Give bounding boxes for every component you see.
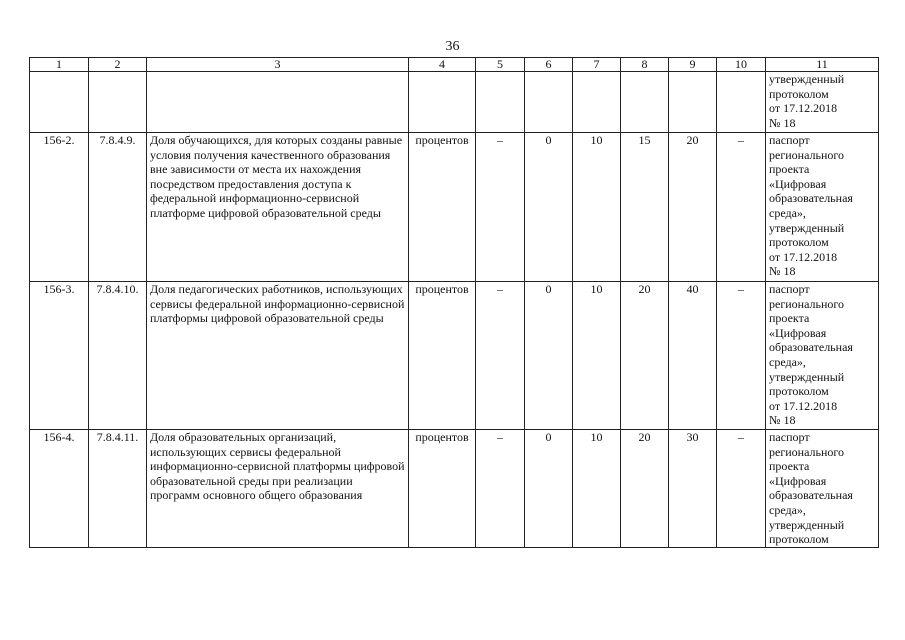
- column-header: 11: [766, 58, 879, 72]
- value-cell: 20: [621, 282, 669, 430]
- value-cell: –: [476, 282, 525, 430]
- column-header: 10: [717, 58, 766, 72]
- value-cell: 40: [669, 282, 717, 430]
- row-number-cell: 156-3.: [30, 282, 89, 430]
- value-cell: 0: [525, 430, 573, 548]
- unit-cell: процентов: [409, 282, 476, 430]
- column-header: 3: [147, 58, 409, 72]
- table-cell: [621, 72, 669, 133]
- basis-cell: утвержденный протоколом от 17.12.2018 № 18: [766, 72, 879, 133]
- row-number-cell: 156-4.: [30, 430, 89, 548]
- table-cell: [409, 72, 476, 133]
- row-number-cell: 156-2.: [30, 133, 89, 282]
- value-cell: 20: [669, 133, 717, 282]
- value-cell: 30: [669, 430, 717, 548]
- table-cell: [573, 72, 621, 133]
- value-cell: 20: [621, 430, 669, 548]
- column-header: 1: [30, 58, 89, 72]
- table-row: [30, 133, 879, 282]
- basis-cell: паспорт регионального проекта «Цифровая образовательная среда», утвержденный протоколом от 17.12.2018 № 18: [766, 133, 879, 282]
- indicator-code-cell: 7.8.4.10.: [89, 282, 147, 430]
- indicator-code-cell: 7.8.4.9.: [89, 133, 147, 282]
- column-header: 6: [525, 58, 573, 72]
- value-cell: 0: [525, 282, 573, 430]
- indicators-table: [29, 57, 879, 548]
- indicator-code-cell: 7.8.4.11.: [89, 430, 147, 548]
- column-number-row: [30, 58, 879, 72]
- value-cell: –: [476, 133, 525, 282]
- indicator-name-cell: Доля образовательных организаций, использующих сервисы федеральной информационно-сервисной платформы цифровой образовательной среды при реализации программ основного общего образования: [147, 430, 409, 548]
- value-cell: 0: [525, 133, 573, 282]
- page-number: 36: [445, 39, 460, 54]
- indicator-name-cell: Доля обучающихся, для которых созданы равные условия получения качественного образования вне зависимости от места их нахождения посредством предоставления доступа к федеральной информационно-сервисной платформе цифровой образовательной среды: [147, 133, 409, 282]
- value-cell: 15: [621, 133, 669, 282]
- indicator-name-cell: Доля педагогических работников, использующих сервисы федеральной информационно-сервисной платформы цифровой образовательной среды: [147, 282, 409, 430]
- column-header: 7: [573, 58, 621, 72]
- table-cell: [525, 72, 573, 133]
- table-cell: [476, 72, 525, 133]
- basis-cell: паспорт регионального проекта «Цифровая образовательная среда», утвержденный протоколом от 17.12.2018 № 18: [766, 282, 879, 430]
- table-row: [30, 430, 879, 548]
- unit-cell: процентов: [409, 430, 476, 548]
- value-cell: –: [717, 282, 766, 430]
- value-cell: 10: [573, 430, 621, 548]
- column-header: 8: [621, 58, 669, 72]
- table-cell: [30, 72, 89, 133]
- table-row-continuation: [30, 72, 879, 133]
- basis-cell: паспорт регионального проекта «Цифровая образовательная среда», утвержденный протоколом: [766, 430, 879, 548]
- value-cell: 10: [573, 133, 621, 282]
- value-cell: –: [476, 430, 525, 548]
- value-cell: –: [717, 133, 766, 282]
- column-header: 2: [89, 58, 147, 72]
- value-cell: –: [717, 430, 766, 548]
- table-cell: [669, 72, 717, 133]
- unit-cell: процентов: [409, 133, 476, 282]
- value-cell: 10: [573, 282, 621, 430]
- column-header: 9: [669, 58, 717, 72]
- column-header: 5: [476, 58, 525, 72]
- table-cell: [147, 72, 409, 133]
- table-cell: [89, 72, 147, 133]
- table-cell: [717, 72, 766, 133]
- column-header: 4: [409, 58, 476, 72]
- table-row: [30, 282, 879, 430]
